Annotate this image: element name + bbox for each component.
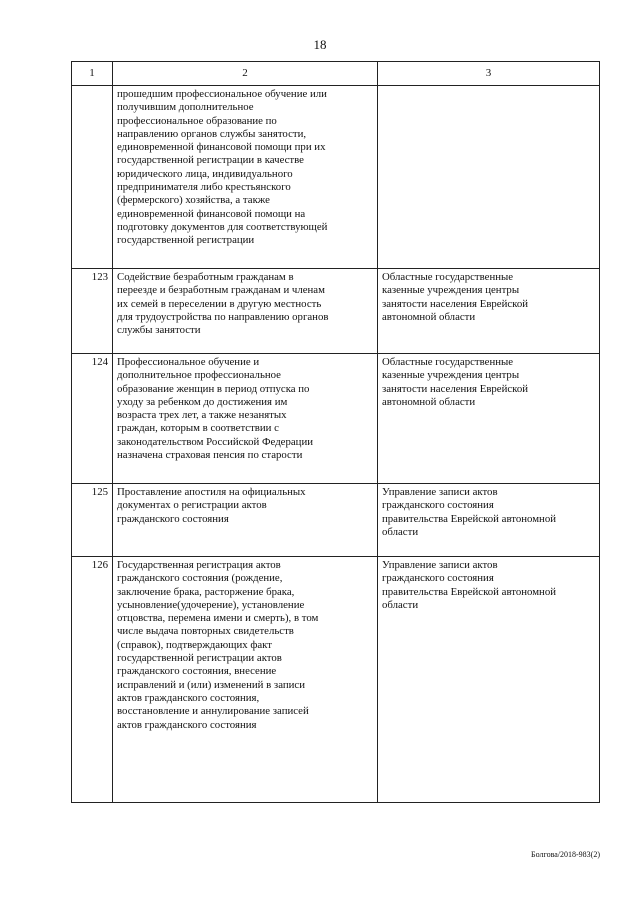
service-text: Профессиональное обучение и дополнительное профессиональное образование женщин в период отпуска по уходу за ребенком до достижения им возраста трех лет, а также незанятых граждан, которым в соответствии с законодательством Российской Федерации назначена страховая пенсия по старости [117, 356, 314, 462]
page-number: 18 [313, 37, 327, 52]
table-header-row [72, 62, 600, 86]
service-cell [113, 484, 378, 557]
table-row [72, 269, 600, 354]
header-col-2: 2 [113, 62, 378, 86]
service-text: Проставление апостиля на официальных документах о регистрации актов гражданского состояния [117, 486, 306, 525]
document-code: Болгова/2018-983(2) [531, 850, 600, 859]
table-row [72, 354, 600, 484]
agency-text: Управление записи актов гражданского состояния правительства Еврейской автономной области [382, 559, 557, 611]
service-cell [113, 354, 378, 484]
agency-text [382, 87, 595, 88]
agency-cell [378, 354, 600, 484]
service-cell [113, 86, 378, 269]
agency-cell [378, 86, 600, 269]
agency-text: Управление записи актов гражданского состояния правительства Еврейской автономной области [382, 486, 557, 538]
row-number: 125 [72, 484, 113, 557]
row-number: 126 [72, 557, 113, 803]
service-text: прошедшим профессиональное обучение или получившим дополнительное профессиональное образование по направлению органов службы занятости, единовременной финансовой помощи при их государственной регистрации в качестве юридического лица, индивидуального предпринимателя либо крестьянского (фермерского) хозяйства, а также единовременной финансовой помощи на подготовку документов для соответствующей государственной регистрации [117, 88, 328, 247]
service-text: Содействие безработным гражданам в переезде и безработным гражданам и членам их семей в переселении в другую местность для трудоустройства по направлению органов службы занятости [117, 271, 329, 337]
row-number: 124 [72, 354, 113, 484]
agency-text: Областные государственные казенные учреждения центры занятости населения Еврейской автономной области [382, 271, 529, 323]
header-col-1: 1 [72, 62, 113, 86]
service-cell [113, 269, 378, 354]
table-row [72, 557, 600, 803]
agency-cell [378, 484, 600, 557]
table-row [72, 484, 600, 557]
services-table [71, 61, 600, 803]
agency-cell [378, 557, 600, 803]
agency-text: Областные государственные казенные учреждения центры занятости населения Еврейской автономной области [382, 356, 529, 408]
table-row [72, 86, 600, 269]
row-number [72, 86, 113, 269]
service-text: Государственная регистрация актов гражданского состояния (рождение, заключение брака, расторжение брака, усыновление(удочерение), установление отцовства, перемена имени и смерть), в том числе выдача повторных свидетельств (справок), подтверждающих факт государственной регистрации актов гражданского состояния, внесение исправлений и (или) изменений в записи актов гражданского состояния, восстановление и аннулирование записей актов гражданского состояния [117, 559, 319, 731]
agency-cell [378, 269, 600, 354]
header-col-3: 3 [378, 62, 600, 86]
service-cell [113, 557, 378, 803]
row-number: 123 [72, 269, 113, 354]
